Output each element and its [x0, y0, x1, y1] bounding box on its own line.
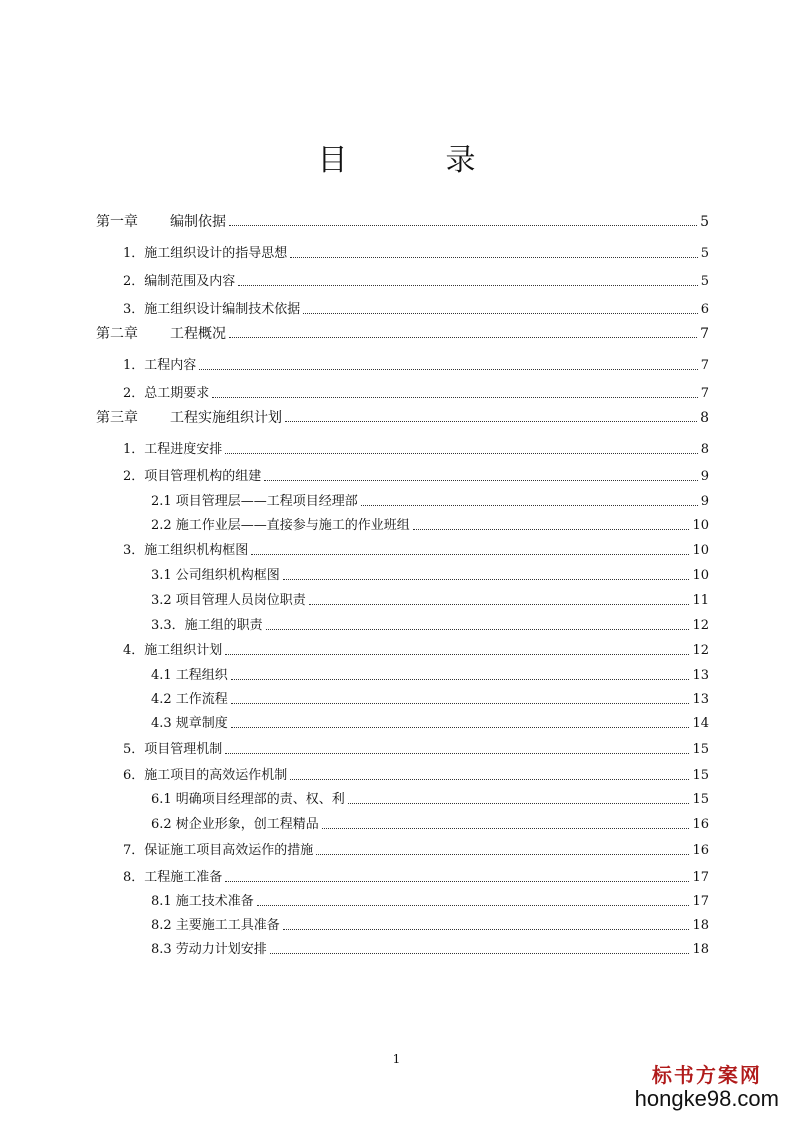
- toc-page-number: 12: [692, 618, 709, 633]
- toc-entry-section[interactable]: [123, 302, 709, 318]
- toc-entry-text: 4．施工组织计划: [123, 643, 223, 658]
- dot-leader: [348, 802, 690, 804]
- toc-page-number: 17: [692, 870, 709, 885]
- page-title: 目 录: [317, 143, 510, 178]
- toc-page-number: 16: [692, 817, 709, 832]
- toc-entry-text: 工程实施组织计划: [170, 410, 282, 426]
- dot-leader: [225, 452, 697, 454]
- toc-page-number: 13: [692, 692, 709, 707]
- dot-leader: [229, 224, 697, 226]
- toc-entry-text: 3．施工组织设计编制技术依据: [123, 302, 301, 317]
- toc-page-number: 9: [700, 469, 709, 484]
- toc-entry-section[interactable]: [123, 442, 709, 458]
- toc-page-number: 17: [692, 894, 709, 909]
- toc-entry-subsection[interactable]: [151, 942, 709, 958]
- toc-entry-text: 5．项目管理机制: [123, 742, 223, 757]
- dot-leader: [283, 578, 690, 580]
- toc-chapter-number: 第一章: [96, 214, 138, 230]
- toc-entry-text: 6.2 树企业形象，创工程精品: [151, 817, 319, 832]
- dot-leader: [229, 336, 697, 338]
- dot-leader: [257, 904, 690, 906]
- toc-entry-section[interactable]: [123, 274, 709, 290]
- toc-entry-section[interactable]: [123, 870, 709, 886]
- dot-leader: [322, 827, 690, 829]
- toc-entry-section[interactable]: [123, 386, 709, 402]
- toc-entry-section[interactable]: [123, 469, 709, 485]
- toc-entry-text: 工程概况: [170, 326, 226, 342]
- dot-leader: [290, 778, 689, 780]
- dot-leader: [285, 420, 697, 422]
- toc-page-number: 11: [692, 593, 709, 608]
- toc-page-number: 7: [700, 358, 709, 373]
- toc-entry-subsection[interactable]: [151, 716, 709, 732]
- toc-entry-text: 4.3 规章制度: [151, 716, 228, 731]
- toc-page-number: 15: [692, 792, 709, 807]
- dot-leader: [266, 628, 690, 630]
- toc-entry-text: 1．工程内容: [123, 358, 197, 373]
- toc-entry-text: 6．施工项目的高效运作机制: [123, 768, 288, 783]
- toc-page-number: 15: [692, 768, 709, 783]
- dot-leader: [231, 678, 690, 680]
- toc-page-number: 9: [700, 494, 709, 509]
- dot-leader: [290, 256, 697, 258]
- toc-entry-text: 3．施工组织机构框图: [123, 543, 249, 558]
- toc-entry-subsection[interactable]: [151, 918, 709, 934]
- dot-leader: [413, 528, 690, 530]
- toc-entry-text: 8.3 劳动力计划安排: [151, 942, 267, 957]
- toc-entry-text: 3.1 公司组织机构框图: [151, 568, 280, 583]
- toc-entry-text: 8．工程施工准备: [123, 870, 223, 885]
- toc-page-number: 16: [692, 843, 709, 858]
- toc-entry-text: 1．工程进度安排: [123, 442, 223, 457]
- dot-leader: [309, 603, 690, 605]
- dot-leader: [361, 504, 698, 506]
- dot-leader: [264, 479, 697, 481]
- toc-entry-section[interactable]: [123, 768, 709, 784]
- toc-page-number: 5: [700, 274, 709, 289]
- dot-leader: [225, 653, 689, 655]
- toc-page-number: 8: [700, 410, 709, 426]
- dot-leader: [231, 726, 690, 728]
- toc-entry-section[interactable]: [123, 358, 709, 374]
- toc-entry-text: 8.2 主要施工工具准备: [151, 918, 280, 933]
- toc-entry-text: 7．保证施工项目高效运作的措施: [123, 843, 314, 858]
- toc-entry-text: 2．编制范围及内容: [123, 274, 236, 289]
- toc-entry-subsection[interactable]: [151, 518, 709, 534]
- dot-leader: [251, 553, 689, 555]
- toc-entry-text: 4.1 工程组织: [151, 668, 228, 683]
- watermark-name: 标书方案网: [651, 1065, 762, 1087]
- page-number: 1: [392, 1052, 401, 1066]
- toc-entry-subsection[interactable]: [151, 792, 709, 808]
- toc-page-number: 5: [700, 214, 709, 230]
- toc-page-number: 5: [700, 246, 709, 261]
- toc-entry-text: 3.3．施工组的职责: [151, 618, 263, 633]
- toc-entry-subsection[interactable]: [151, 894, 709, 910]
- watermark: [635, 1059, 779, 1112]
- toc-entry-chapter-1[interactable]: [96, 214, 709, 230]
- toc-entry-section[interactable]: [123, 543, 709, 559]
- toc-page-number: 10: [692, 518, 709, 533]
- dot-leader: [303, 312, 697, 314]
- toc-page-number: 15: [692, 742, 709, 757]
- toc-entry-text: 编制依据: [170, 214, 226, 230]
- toc-page-number: 13: [692, 668, 709, 683]
- dot-leader: [270, 952, 690, 954]
- dot-leader: [238, 284, 697, 286]
- dot-leader: [225, 880, 689, 882]
- watermark-url: hongke98.com: [634, 1086, 779, 1111]
- toc-entry-subsection[interactable]: [151, 568, 709, 584]
- toc-entry-text: 1．施工组织设计的指导思想: [123, 246, 288, 261]
- toc-page-number: 18: [692, 942, 709, 957]
- toc-entry-subsection[interactable]: [151, 817, 709, 833]
- dot-leader: [283, 928, 690, 930]
- toc-entry-section[interactable]: [123, 643, 709, 659]
- toc-page-number: 6: [700, 302, 709, 317]
- toc-page-number: 8: [700, 442, 709, 457]
- toc-entry-chapter-2[interactable]: [96, 326, 709, 342]
- toc-entry-text: 2.2 施工作业层——直接参与施工的作业班组: [151, 518, 410, 533]
- toc-page-number: 10: [692, 543, 709, 558]
- toc-entry-subsection[interactable]: [151, 618, 709, 634]
- dot-leader: [212, 396, 697, 398]
- toc-page-number: 7: [700, 326, 709, 342]
- dot-leader: [225, 752, 689, 754]
- toc-entry-text: 4.2 工作流程: [151, 692, 228, 707]
- toc-page-number: 10: [692, 568, 709, 583]
- toc-entry-text: 8.1 施工技术准备: [151, 894, 254, 909]
- toc-entry-text: 2.1 项目管理层——工程项目经理部: [151, 494, 358, 509]
- toc-page-number: 14: [692, 716, 709, 731]
- toc-page-number: 12: [692, 643, 709, 658]
- toc-entry-chapter-3[interactable]: [96, 410, 709, 426]
- toc-page-number: 7: [700, 386, 709, 401]
- dot-leader: [199, 368, 697, 370]
- dot-leader: [231, 702, 690, 704]
- toc-entry-section[interactable]: [123, 742, 709, 758]
- toc-entry-subsection[interactable]: [151, 593, 709, 609]
- toc-chapter-number: 第三章: [96, 410, 138, 426]
- toc-entry-section[interactable]: [123, 843, 709, 859]
- toc-entry-subsection[interactable]: [151, 494, 709, 510]
- toc-entry-text: 2．项目管理机构的组建: [123, 469, 262, 484]
- toc-page-number: 18: [692, 918, 709, 933]
- dot-leader: [316, 853, 689, 855]
- toc-entry-subsection[interactable]: [151, 692, 709, 708]
- toc-entry-subsection[interactable]: [151, 668, 709, 684]
- toc-entry-text: 2．总工期要求: [123, 386, 210, 401]
- toc-entry-text: 6.1 明确项目经理部的责、权、利: [151, 792, 345, 807]
- toc-entry-text: 3.2 项目管理人员岗位职责: [151, 593, 306, 608]
- toc-entry-section[interactable]: [123, 246, 709, 262]
- toc-chapter-number: 第二章: [96, 326, 138, 342]
